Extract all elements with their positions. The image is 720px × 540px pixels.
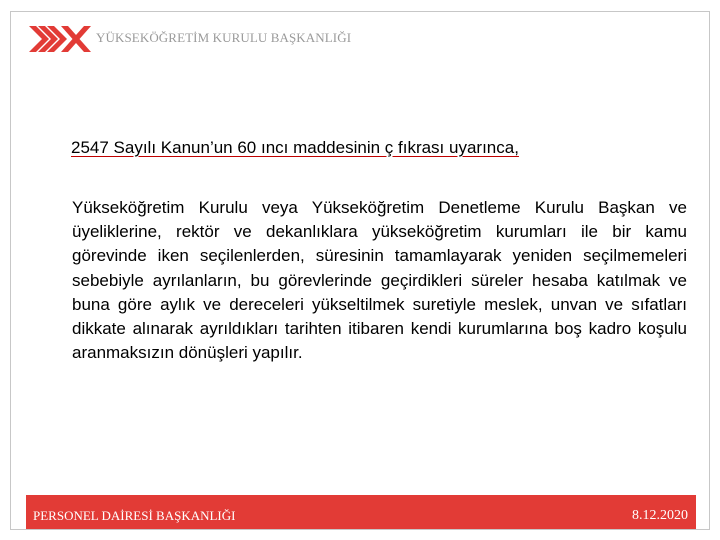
body-paragraph: Yükseköğretim Kurulu veya Yükseköğretim Denetleme Kurulu Başkan ve üyeliklerine, rektör ve dekanlıklara yükseköğretim kurumları ile bir kamu görevinde iken seçilenlerden, süresinin tamamlayarak yeniden seçilmemeleri sebebiyle ayrılanların, bu görevlerinde geçirdikleri süreler hesaba katılmak ve buna göre aylık ve dereceleri yükseltilmek suretiyle meslek, unvan ve sıfatları dikkate alınarak ayrıldıkları tarihten itibaren kendi kurumlarına boş kadro koşulu aranmaksızın dönüşleri yapılır. [72, 198, 687, 363]
footer-department: PERSONEL DAİRESİ BAŞKANLIĞI [33, 508, 236, 523]
footer-bar [26, 495, 696, 529]
header-title: YÜKSEKÖĞRETİM KURULU BAŞKANLIĞI [96, 30, 352, 45]
section-heading: 2547 Sayılı Kanun’un 60 ıncı maddesinin ç fıkrası uyarınca, [71, 138, 519, 157]
footer-date: 8.12.2020 [632, 508, 688, 523]
yok-logo-icon [29, 26, 91, 52]
slide [10, 11, 710, 530]
